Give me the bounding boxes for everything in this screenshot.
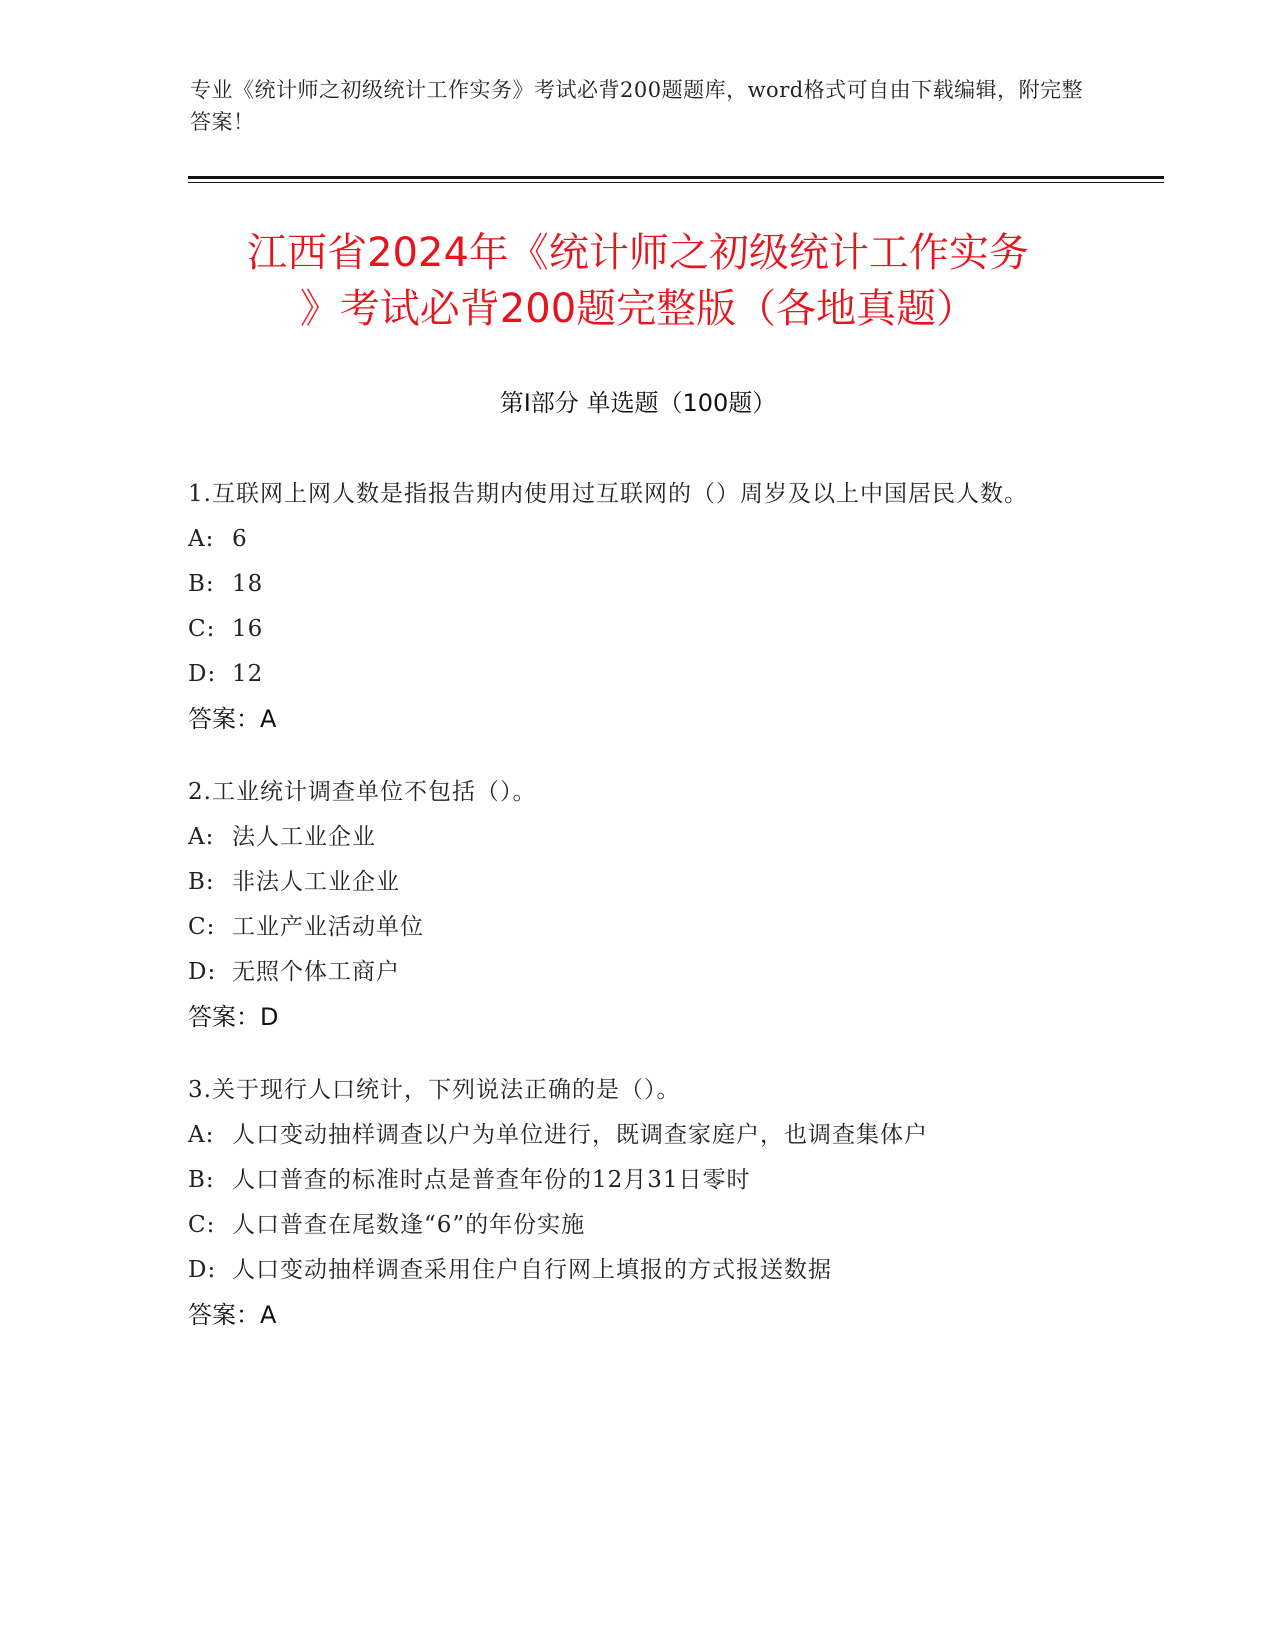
option-text: 12 (232, 661, 264, 687)
question-option-d (188, 1248, 1108, 1293)
question-option-a (188, 815, 1108, 860)
question-stem: 2.工业统计调查单位不包括（）。 (188, 779, 537, 805)
option-key: D: (188, 661, 217, 687)
question-list (188, 472, 1108, 1366)
question-option-a (188, 517, 1108, 562)
question-2 (188, 770, 1108, 1040)
question-3 (188, 1068, 1108, 1338)
option-text: 人口普查在尾数逢“6”的年份实施 (232, 1212, 586, 1238)
section-title: 第Ⅰ部分 单选题（100题） (499, 389, 777, 417)
option-key: D: (188, 959, 217, 985)
header-rule-thick (188, 176, 1164, 179)
option-text: 6 (232, 526, 248, 552)
question-option-c (188, 905, 1108, 950)
option-text: 人口变动抽样调查采用住户自行网上填报的方式报送数据 (232, 1257, 832, 1283)
option-key: B: (188, 571, 215, 597)
question-option-b (188, 1158, 1108, 1203)
option-text: 18 (232, 571, 264, 597)
question-stem: 1.互联网上网人数是指报告期内使用过互联网的（）周岁及以上中国居民人数。 (188, 481, 1028, 507)
option-key: A: (188, 824, 215, 850)
question-option-d (188, 652, 1108, 697)
document-title-line-2: 》考试必背200题完整版（各地真题） (299, 286, 977, 332)
document-title (188, 225, 1088, 337)
question-option-b (188, 562, 1108, 607)
option-key: A: (188, 1122, 215, 1148)
question-answer: 答案：A (188, 1301, 277, 1329)
option-text: 人口普查的标准时点是普查年份的12月31日零时 (232, 1167, 751, 1193)
option-key: C: (188, 1212, 216, 1238)
question-option-b (188, 860, 1108, 905)
question-1 (188, 472, 1108, 742)
option-text: 16 (232, 616, 264, 642)
question-answer: 答案：A (188, 705, 277, 733)
option-text: 法人工业企业 (232, 824, 376, 850)
option-key: C: (188, 616, 216, 642)
document-title-line-1: 江西省2024年《统计师之初级统计工作实务 (247, 230, 1029, 276)
question-option-c (188, 607, 1108, 652)
option-key: C: (188, 914, 216, 940)
option-key: B: (188, 869, 215, 895)
option-text: 工业产业活动单位 (232, 914, 424, 940)
question-answer: 答案：D (188, 1003, 279, 1031)
option-key: D: (188, 1257, 217, 1283)
option-key: B: (188, 1167, 215, 1193)
option-text: 无照个体工商户 (232, 959, 400, 985)
header-rule-thin (188, 182, 1164, 183)
option-text: 非法人工业企业 (232, 869, 400, 895)
option-text: 人口变动抽样调查以户为单位进行，既调查家庭户，也调查集体户 (232, 1122, 928, 1148)
question-option-a (188, 1113, 1108, 1158)
question-option-c (188, 1203, 1108, 1248)
question-option-d (188, 950, 1108, 995)
question-stem: 3.关于现行人口统计，下列说法正确的是（）。 (188, 1077, 681, 1103)
header-note: 专业《统计师之初级统计工作实务》考试必背200题题库，word格式可自由下载编辑，附完整答案！ (190, 78, 1084, 134)
option-key: A: (188, 526, 215, 552)
